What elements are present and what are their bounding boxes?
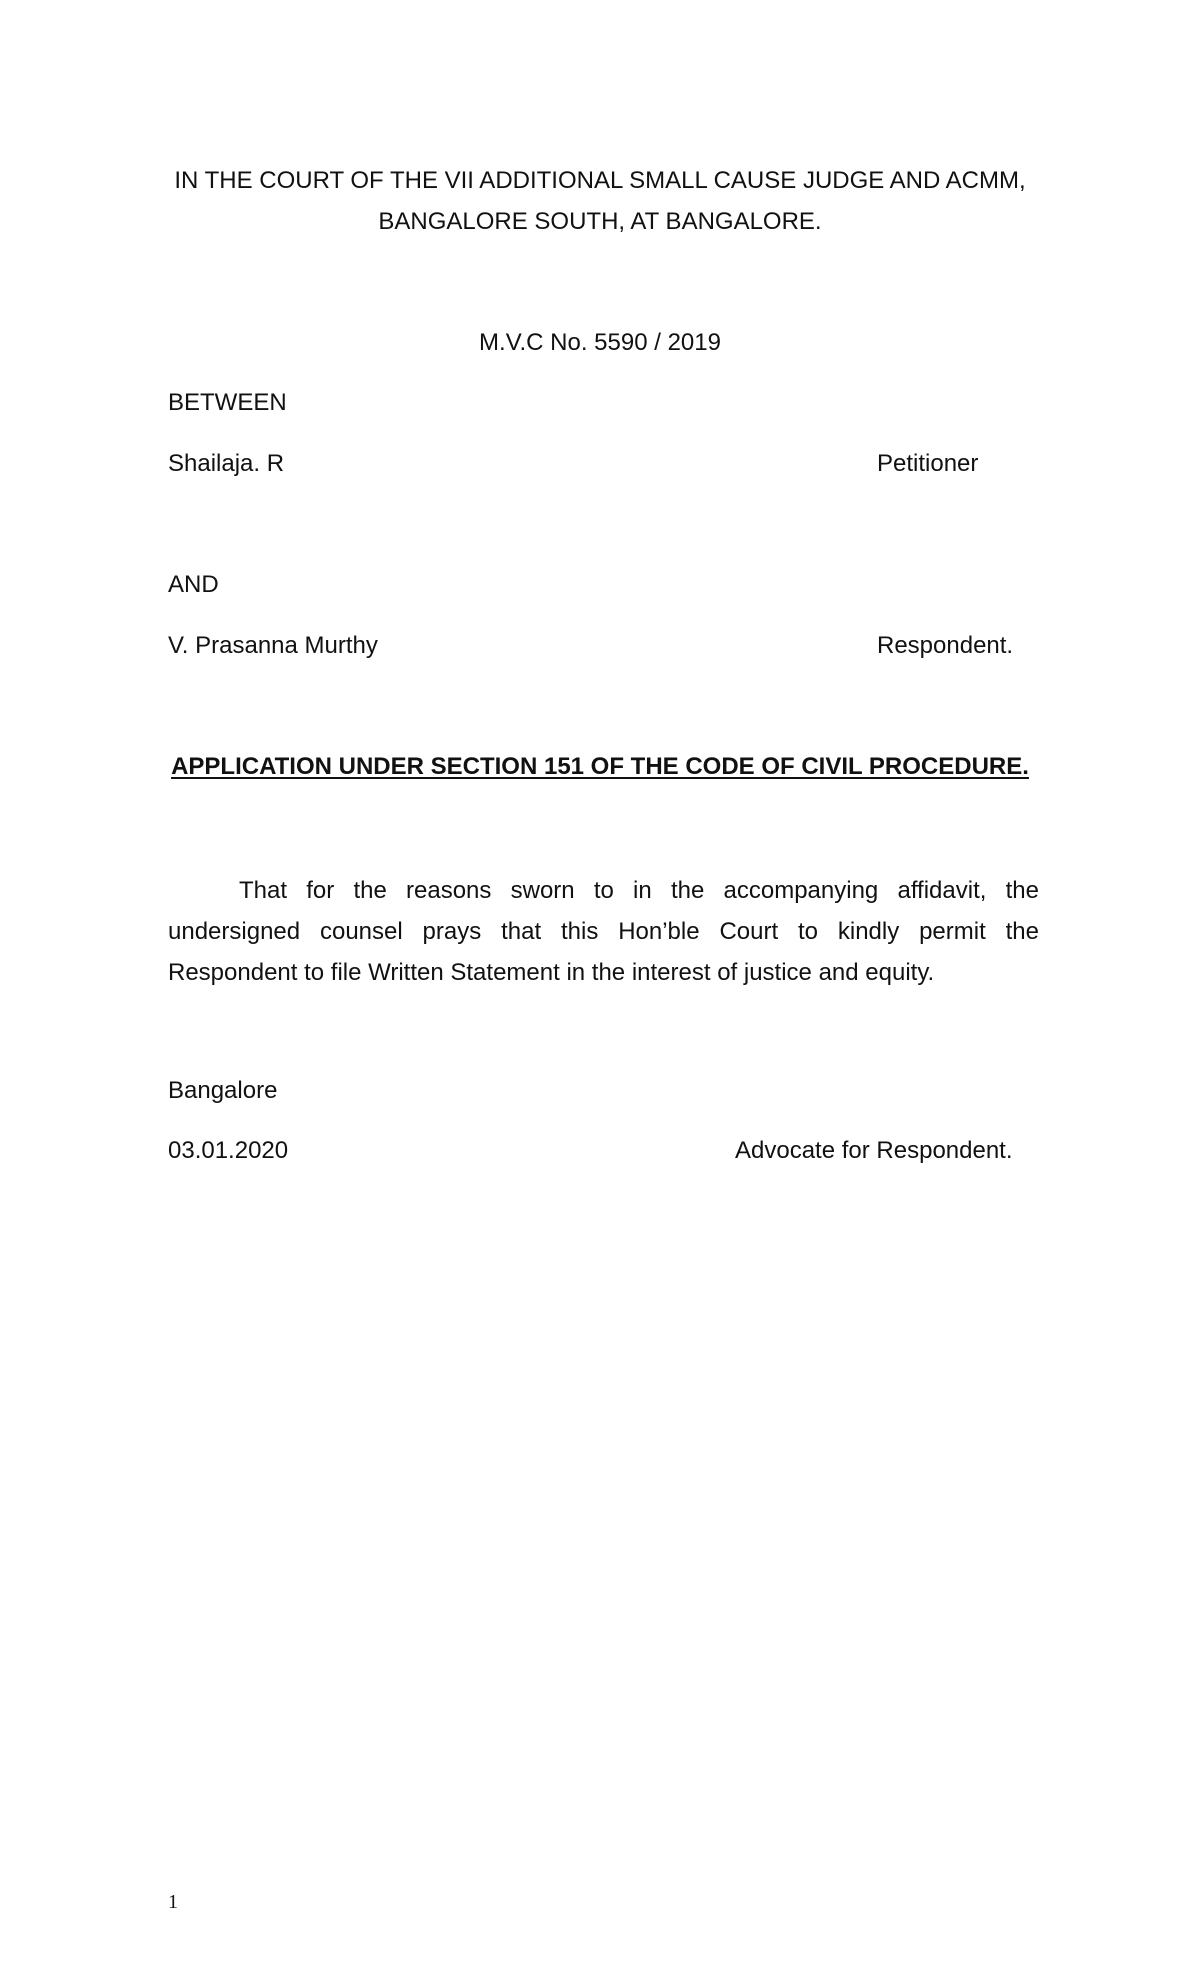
court-heading-line-2: BANGALORE SOUTH, AT BANGALORE.: [378, 208, 822, 235]
between-label: BETWEEN: [168, 389, 287, 416]
petitioner-name: Shailaja. R: [168, 450, 285, 477]
and-label: AND: [168, 571, 219, 598]
place: Bangalore: [168, 1077, 278, 1104]
date: 03.01.2020: [168, 1137, 289, 1164]
page-number: 1: [168, 1891, 178, 1913]
respondent-name: V. Prasanna Murthy: [168, 632, 378, 659]
signature-label: Advocate for Respondent.: [735, 1137, 1013, 1164]
respondent-role: Respondent.: [877, 632, 1014, 659]
court-heading-line-1: IN THE COURT OF THE VII ADDITIONAL SMALL CAUSE JUDGE AND ACMM,: [174, 167, 1026, 194]
case-number: M.V.C No. 5590 / 2019: [479, 329, 721, 356]
application-title: APPLICATION UNDER SECTION 151 OF THE CODE OF CIVIL PROCEDURE.: [171, 753, 1029, 780]
application-body-paragraph: That for the reasons sworn to in the accompanying affidavit, the undersigned counsel prays that this Hon’ble Court to kindly permit the Respondent to file Written Statement in the interest of justice and equity.: [168, 877, 1039, 986]
petitioner-role: Petitioner: [877, 450, 979, 477]
